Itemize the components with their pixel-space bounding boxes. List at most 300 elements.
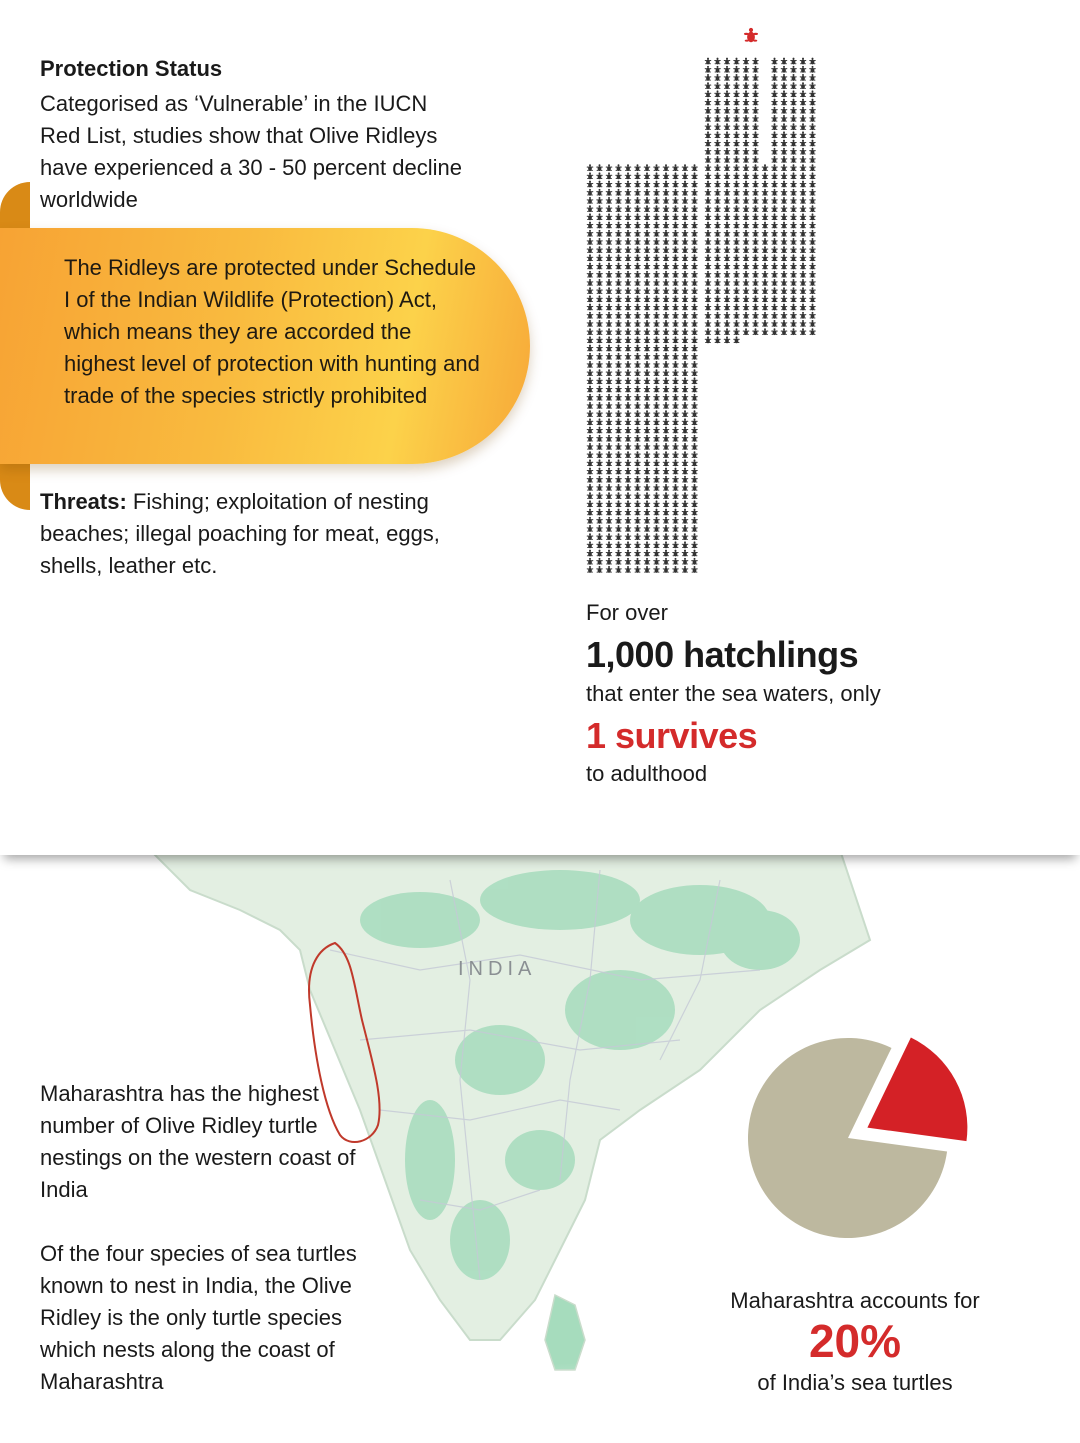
hatchling-turtle-icon	[644, 476, 651, 483]
hatchling-turtle-icon	[781, 304, 788, 311]
hatchling-turtle-icon	[644, 205, 651, 212]
hatchling-turtle-icon	[653, 172, 660, 179]
hatchling-turtle-icon	[672, 369, 679, 376]
hatchling-turtle-icon	[691, 566, 698, 573]
hatchling-turtle-icon	[644, 525, 651, 532]
hatchling-turtle-icon	[663, 181, 670, 188]
hatchling-turtle-icon	[733, 238, 740, 245]
hatchling-turtle-icon	[733, 336, 740, 343]
hatchling-turtle-icon	[743, 328, 750, 335]
hatchling-turtle-icon	[809, 205, 816, 212]
hatchling-turtle-icon	[691, 295, 698, 302]
hatchling-turtle-icon	[634, 189, 641, 196]
hatchling-turtle-icon	[625, 492, 632, 499]
hatchling-turtle-icon	[672, 451, 679, 458]
hatchling-turtle-icon	[644, 550, 651, 557]
hatchling-turtle-icon	[682, 263, 689, 270]
hatchling-turtle-icon	[606, 263, 613, 270]
hatchling-turtle-icon	[771, 140, 778, 147]
hatchling-turtle-icon	[724, 271, 731, 278]
hatchling-turtle-icon	[587, 287, 594, 294]
hatchling-turtle-icon	[752, 295, 759, 302]
hatchling-turtle-icon	[596, 189, 603, 196]
hatchling-turtle-icon	[781, 90, 788, 97]
hatchling-turtle-icon	[705, 66, 712, 73]
hatchling-turtle-icon	[809, 90, 816, 97]
hatchling-turtle-icon	[790, 271, 797, 278]
hatchling-turtle-icon	[625, 402, 632, 409]
hatchling-turtle-icon	[752, 74, 759, 81]
hatchling-turtle-icon	[663, 533, 670, 540]
hatchling-turtle-icon	[663, 525, 670, 532]
hatchling-turtle-icon	[634, 172, 641, 179]
hatchling-turtle-icon	[714, 131, 721, 138]
hatchling-turtle-icon	[752, 148, 759, 155]
hatchling-turtle-icon	[596, 533, 603, 540]
hatchling-turtle-icon	[691, 443, 698, 450]
hatchling-turtle-icon	[653, 361, 660, 368]
hatchling-turtle-icon	[606, 443, 613, 450]
hatchling-turtle-icon	[634, 222, 641, 229]
hatchling-turtle-icon	[733, 205, 740, 212]
hatchling-turtle-icon	[653, 271, 660, 278]
hatchling-turtle-icon	[587, 164, 594, 171]
hatchling-turtle-icon	[743, 99, 750, 106]
hatchling-turtle-icon	[691, 533, 698, 540]
hatchling-turtle-icon	[781, 181, 788, 188]
hatchling-turtle-icon	[809, 230, 816, 237]
hatchling-turtle-icon	[771, 107, 778, 114]
hatchling-turtle-icon	[809, 312, 816, 319]
hatchling-turtle-icon	[691, 402, 698, 409]
hatchling-turtle-icon	[596, 295, 603, 302]
hatchling-turtle-icon	[790, 82, 797, 89]
hatchling-turtle-icon	[653, 279, 660, 286]
hatchling-turtle-icon	[691, 181, 698, 188]
hatchling-turtle-icon	[606, 279, 613, 286]
hatchling-turtle-icon	[672, 328, 679, 335]
hatchling-turtle-icon	[733, 287, 740, 294]
hatchling-turtle-icon	[653, 500, 660, 507]
hatchling-turtle-icon	[663, 222, 670, 229]
hatchling-turtle-icon	[644, 386, 651, 393]
hatchling-turtle-icon	[691, 304, 698, 311]
hatchling-turtle-icon	[762, 271, 769, 278]
hatchling-turtle-icon	[672, 377, 679, 384]
hatchling-turtle-icon	[596, 271, 603, 278]
hatchling-turtle-icon	[634, 402, 641, 409]
hatchling-turtle-icon	[790, 304, 797, 311]
hatchling-turtle-icon	[790, 123, 797, 130]
hatchling-turtle-icon	[587, 213, 594, 220]
hatchling-turtle-icon	[752, 82, 759, 89]
hatchling-turtle-icon	[809, 74, 816, 81]
hatchling-turtle-icon	[634, 451, 641, 458]
hatchling-turtle-icon	[606, 410, 613, 417]
hatchling-turtle-icon	[663, 295, 670, 302]
hatchling-turtle-icon	[672, 271, 679, 278]
hatchling-turtle-icon	[743, 172, 750, 179]
hatchling-turtle-icon	[615, 558, 622, 565]
hatchling-turtle-icon	[714, 246, 721, 253]
hatchling-turtle-icon	[596, 181, 603, 188]
hatchling-turtle-icon	[663, 558, 670, 565]
hatchling-turtle-icon	[653, 295, 660, 302]
hatchling-turtle-icon	[615, 254, 622, 261]
hatchling-turtle-icon	[587, 435, 594, 442]
hatchling-turtle-icon	[672, 345, 679, 352]
hatchling-turtle-icon	[625, 435, 632, 442]
hatchling-turtle-icon	[724, 115, 731, 122]
hatchling-turtle-icon	[606, 246, 613, 253]
hatchling-turtle-icon	[809, 254, 816, 261]
hatchling-turtle-icon	[672, 353, 679, 360]
hatchling-turtle-icon	[625, 246, 632, 253]
hatchling-turtle-icon	[733, 181, 740, 188]
hatchling-turtle-icon	[663, 476, 670, 483]
maharashtra-species-text: Of the four species of sea turtles known to nest in India, the Olive Ridley is the only turtle species which nests along the coast of Maharashtra	[40, 1241, 357, 1394]
pie-caption-top: Maharashtra accounts for	[730, 1288, 980, 1313]
hatchling-turtle-icon	[724, 66, 731, 73]
hatchling-turtle-icon	[596, 509, 603, 516]
hatchling-turtle-icon	[743, 213, 750, 220]
hatchling-turtle-icon	[644, 181, 651, 188]
hatchling-turtle-icon	[596, 197, 603, 204]
hatchling-turtle-icon	[809, 295, 816, 302]
hatchling-turtle-icon	[682, 222, 689, 229]
hatchling-turtle-icon	[615, 205, 622, 212]
hatchling-turtle-icon	[606, 230, 613, 237]
hatchling-turtle-icon	[587, 550, 594, 557]
hatchling-turtle-icon	[625, 550, 632, 557]
hatchling-turtle-icon	[714, 58, 721, 65]
hatchling-turtle-icon	[596, 525, 603, 532]
hatchling-turtle-icon	[606, 517, 613, 524]
hatchling-turtle-icon	[691, 418, 698, 425]
hatchling-turtle-icon	[672, 566, 679, 573]
hatchling-turtle-icon	[809, 279, 816, 286]
hatchling-turtle-icon	[587, 394, 594, 401]
hatchling-turtle-icon	[615, 468, 622, 475]
hatchling-turtle-icon	[615, 369, 622, 376]
hatchling-turtle-icon	[682, 525, 689, 532]
hatchling-turtle-icon	[596, 492, 603, 499]
hatchling-turtle-icon	[714, 197, 721, 204]
hatchling-turtle-icon	[672, 197, 679, 204]
hatchling-turtle-icon	[682, 550, 689, 557]
hatchling-turtle-icon	[752, 238, 759, 245]
hatchling-turtle-icon	[587, 410, 594, 417]
hatchling-turtle-icon	[809, 82, 816, 89]
hatchling-turtle-icon	[587, 205, 594, 212]
hatchling-turtle-icon	[762, 263, 769, 270]
hatchling-turtle-icon	[663, 328, 670, 335]
hatchling-turtle-icon	[691, 558, 698, 565]
hatchling-grid	[580, 20, 940, 585]
hatchling-turtle-icon	[634, 435, 641, 442]
hatchling-turtle-icon	[625, 525, 632, 532]
hatchling-turtle-icon	[663, 304, 670, 311]
hatchling-turtle-icon	[644, 230, 651, 237]
hatchling-turtle-icon	[682, 459, 689, 466]
hatchling-turtle-icon	[714, 148, 721, 155]
hatchling-turtle-icon	[615, 476, 622, 483]
hatchling-turtle-icon	[672, 492, 679, 499]
hatchling-turtle-icon	[714, 189, 721, 196]
hatchling-turtle-icon	[644, 377, 651, 384]
hatchling-turtle-icon	[644, 410, 651, 417]
stat-adulthood: to adulthood	[586, 761, 708, 786]
hatchling-turtle-icon	[653, 558, 660, 565]
hatchling-turtle-icon	[724, 107, 731, 114]
hatchling-turtle-icon	[663, 377, 670, 384]
hatchling-turtle-icon	[714, 312, 721, 319]
hatchling-turtle-icon	[733, 189, 740, 196]
hatchling-turtle-icon	[634, 213, 641, 220]
hatchling-turtle-icon	[714, 74, 721, 81]
hatchling-turtle-icon	[809, 287, 816, 294]
hatchling-turtle-icon	[743, 238, 750, 245]
hatchling-turtle-icon	[691, 213, 698, 220]
hatchling-turtle-icon	[653, 476, 660, 483]
hatchling-turtle-icon	[596, 484, 603, 491]
hatchling-turtle-icon	[809, 156, 816, 163]
hatchling-turtle-icon	[653, 517, 660, 524]
hatchling-turtle-icon	[752, 205, 759, 212]
hatchling-turtle-icon	[752, 181, 759, 188]
hatchling-turtle-icon	[606, 435, 613, 442]
hatchling-turtle-icon	[672, 550, 679, 557]
hatchling-turtle-icon	[653, 369, 660, 376]
hatchling-turtle-icon	[634, 468, 641, 475]
hatchling-turtle-icon	[587, 271, 594, 278]
hatchling-turtle-icon	[705, 90, 712, 97]
hatchling-turtle-icon	[752, 304, 759, 311]
hatchling-turtle-icon	[682, 410, 689, 417]
hatchling-turtle-icon	[705, 148, 712, 155]
hatchling-turtle-icon	[809, 181, 816, 188]
hatchling-turtle-icon	[733, 123, 740, 130]
hatchling-turtle-icon	[606, 377, 613, 384]
hatchling-turtle-icon	[682, 533, 689, 540]
hatchling-turtle-icon	[682, 197, 689, 204]
hatchling-turtle-icon	[615, 394, 622, 401]
hatchling-turtle-icon	[644, 451, 651, 458]
hatchling-turtle-icon	[634, 377, 641, 384]
hatchling-turtle-icon	[771, 230, 778, 237]
hatchling-turtle-icon	[615, 377, 622, 384]
hatchling-turtle-icon	[691, 369, 698, 376]
hatchling-turtle-icon	[781, 197, 788, 204]
hatchling-turtle-icon	[705, 312, 712, 319]
hatchling-turtle-icon	[790, 222, 797, 229]
hatchling-turtle-icon	[682, 468, 689, 475]
hatchling-turtle-icon	[653, 410, 660, 417]
hatchling-turtle-icon	[644, 263, 651, 270]
hatchling-turtle-icon	[752, 213, 759, 220]
hatchling-turtle-icon	[644, 164, 651, 171]
hatchling-turtle-icon	[653, 402, 660, 409]
hatchling-turtle-icon	[625, 361, 632, 368]
hatchling-turtle-icon	[644, 254, 651, 261]
hatchling-turtle-icon	[691, 197, 698, 204]
hatchling-turtle-icon	[800, 304, 807, 311]
hatchling-turtle-icon	[672, 295, 679, 302]
hatchling-turtle-icon	[672, 541, 679, 548]
hatchling-turtle-icon	[691, 238, 698, 245]
hatchling-turtle-icon	[596, 304, 603, 311]
hatchling-turtle-icon	[644, 435, 651, 442]
hatchling-turtle-icon	[587, 451, 594, 458]
hatchling-turtle-icon	[615, 509, 622, 516]
hatchling-turtle-icon	[790, 58, 797, 65]
hatchling-turtle-icon	[596, 172, 603, 179]
hatchling-turtle-icon	[752, 279, 759, 286]
hatchling-turtle-icon	[809, 123, 816, 130]
hatchling-turtle-icon	[800, 254, 807, 261]
hatchling-turtle-icon	[752, 312, 759, 319]
hatchling-turtle-icon	[691, 541, 698, 548]
hatchling-turtle-icon	[587, 541, 594, 548]
hatchling-turtle-icon	[596, 312, 603, 319]
hatchling-turtle-icon	[743, 74, 750, 81]
hatchling-turtle-icon	[663, 517, 670, 524]
hatchling-turtle-icon	[733, 140, 740, 147]
hatchling-turtle-icon	[733, 222, 740, 229]
hatchling-turtle-icon	[663, 451, 670, 458]
hatchling-turtle-icon	[625, 197, 632, 204]
hatchling-turtle-icon	[743, 205, 750, 212]
hatchling-turtle-icon	[714, 66, 721, 73]
stat-for-over: For over	[586, 600, 668, 625]
hatchling-turtle-icon	[691, 550, 698, 557]
hatchling-turtle-icon	[691, 500, 698, 507]
hatchling-turtle-icon	[705, 131, 712, 138]
hatchling-turtle-icon	[714, 213, 721, 220]
hatchling-turtle-icon	[800, 172, 807, 179]
hatchling-turtle-icon	[762, 238, 769, 245]
hatchling-turtle-icon	[606, 353, 613, 360]
hatchling-turtle-icon	[596, 500, 603, 507]
hatchling-turtle-icon	[625, 533, 632, 540]
hatchling-turtle-icon	[634, 558, 641, 565]
hatchling-turtle-icon	[800, 328, 807, 335]
hatchling-turtle-icon	[752, 222, 759, 229]
hatchling-turtle-icon	[724, 263, 731, 270]
hatchling-turtle-icon	[724, 213, 731, 220]
hatchling-turtle-icon	[682, 353, 689, 360]
hatchling-turtle-icon	[672, 213, 679, 220]
hatchling-turtle-icon	[771, 66, 778, 73]
hatchling-turtle-icon	[705, 279, 712, 286]
hatchling-turtle-icon	[682, 509, 689, 516]
hatchling-turtle-icon	[615, 533, 622, 540]
hatchling-turtle-icon	[634, 533, 641, 540]
hatchling-turtle-icon	[663, 468, 670, 475]
hatchling-turtle-icon	[596, 459, 603, 466]
hatchling-turtle-icon	[800, 213, 807, 220]
hatchling-turtle-icon	[644, 443, 651, 450]
hatchling-turtle-icon	[596, 369, 603, 376]
hatchling-turtle-icon	[587, 386, 594, 393]
hatchling-turtle-icon	[672, 476, 679, 483]
hatchling-turtle-icon	[615, 222, 622, 229]
hatchling-turtle-icon	[634, 271, 641, 278]
hatchling-turtle-icon	[653, 181, 660, 188]
hatchling-turtle-icon	[790, 131, 797, 138]
hatchling-turtle-icon	[625, 320, 632, 327]
hatchling-turtle-icon	[644, 279, 651, 286]
hatchling-turtle-icon	[596, 238, 603, 245]
hatchling-turtle-icon	[587, 509, 594, 516]
hatchling-turtle-icon	[596, 443, 603, 450]
sea-turtle-share-pie	[740, 1010, 1000, 1270]
hatchling-turtle-icon	[733, 90, 740, 97]
hatchling-turtle-icon	[691, 164, 698, 171]
hatchling-turtle-icon	[596, 435, 603, 442]
hatchling-turtle-icon	[615, 435, 622, 442]
hatchling-turtle-icon	[625, 295, 632, 302]
hatchling-turtle-icon	[743, 115, 750, 122]
hatchling-turtle-icon	[733, 304, 740, 311]
hatchling-turtle-icon	[771, 205, 778, 212]
hatchling-turtle-icon	[625, 476, 632, 483]
hatchling-turtle-icon	[587, 402, 594, 409]
hatchling-turtle-icon	[762, 164, 769, 171]
hatchling-turtle-icon	[724, 164, 731, 171]
hatchling-turtle-icon	[809, 328, 816, 335]
hatchling-turtle-icon	[653, 320, 660, 327]
hatchling-turtle-icon	[644, 345, 651, 352]
hatchling-turtle-icon	[752, 58, 759, 65]
hatchling-turtle-icon	[653, 533, 660, 540]
hatchling-turtle-icon	[781, 172, 788, 179]
hatchling-turtle-icon	[809, 246, 816, 253]
hatchling-turtle-icon	[672, 246, 679, 253]
hatchling-turtle-icon	[800, 263, 807, 270]
hatchling-turtle-icon	[771, 74, 778, 81]
hatchling-turtle-icon	[682, 205, 689, 212]
hatchling-turtle-icon	[682, 500, 689, 507]
hatchling-turtle-icon	[663, 402, 670, 409]
hatchling-turtle-icon	[587, 369, 594, 376]
hatchling-turtle-icon	[653, 238, 660, 245]
hatchling-turtle-icon	[634, 295, 641, 302]
hatchling-turtle-icon	[653, 550, 660, 557]
hatchling-turtle-icon	[771, 131, 778, 138]
hatchling-turtle-icon	[587, 189, 594, 196]
hatchling-turtle-icon	[682, 484, 689, 491]
hatchling-turtle-icon	[587, 263, 594, 270]
hatchling-turtle-icon	[809, 197, 816, 204]
hatchling-turtle-icon	[781, 74, 788, 81]
hatchling-turtle-icon	[790, 140, 797, 147]
hatchling-turtle-icon	[771, 238, 778, 245]
hatchling-turtle-icon	[752, 246, 759, 253]
hatchling-turtle-icon	[752, 156, 759, 163]
hatchling-turtle-icon	[682, 492, 689, 499]
hatchling-turtle-icon	[705, 123, 712, 130]
hatchling-turtle-icon	[714, 82, 721, 89]
hatchling-turtle-icon	[672, 320, 679, 327]
hatchling-turtle-icon	[800, 148, 807, 155]
stat-hatchlings: 1,000 hatchlings	[586, 634, 859, 675]
hatchling-turtle-icon	[644, 320, 651, 327]
hatchling-turtle-icon	[800, 181, 807, 188]
hatchling-turtle-icon	[752, 172, 759, 179]
hatchling-turtle-icon	[705, 205, 712, 212]
hatchling-turtle-icon	[634, 484, 641, 491]
